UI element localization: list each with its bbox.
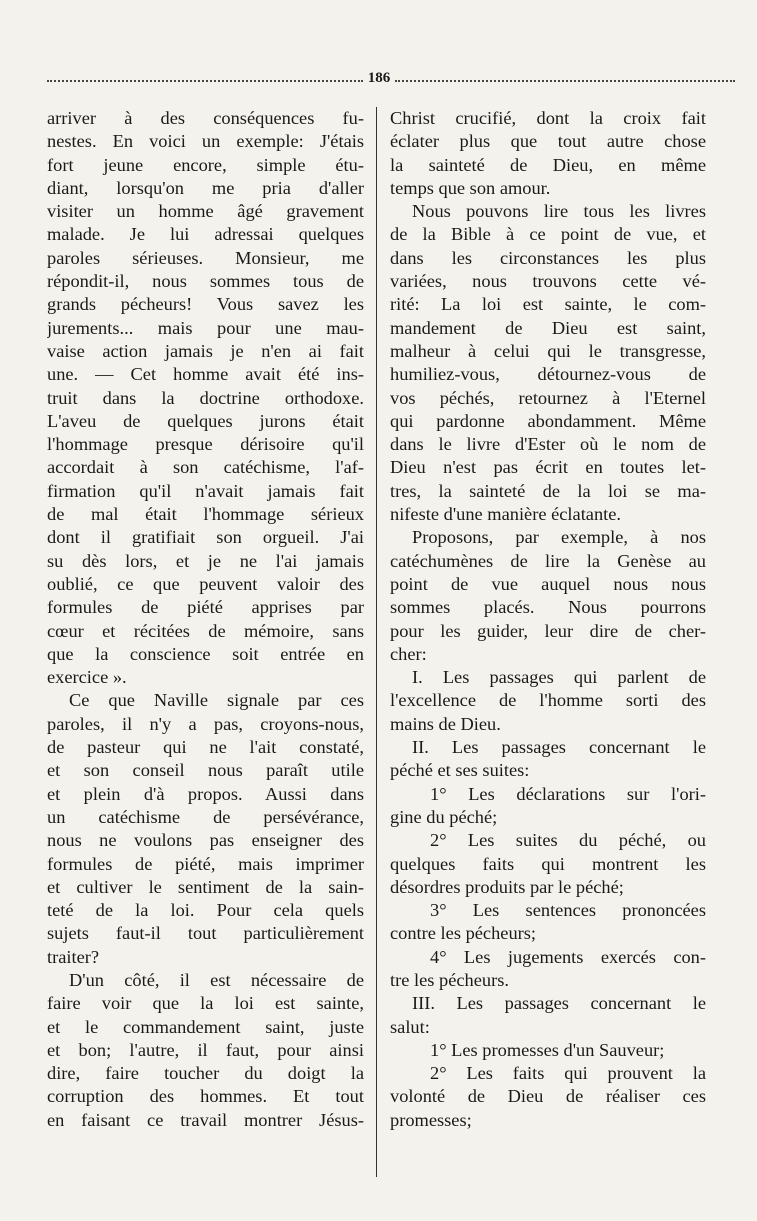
text-line: D'un côté, il est nécessaire de — [69, 969, 364, 990]
text-line: faire voir que la loi est sainte, — [47, 993, 364, 1014]
text-line: tres, la sainteté de la loi se ma- — [390, 480, 706, 501]
text-line: truit dans la doctrine orthodoxe. — [47, 387, 364, 408]
text-line: dont il gratifiait son orgueil. J'ai — [47, 527, 364, 548]
text-line: firmation qu'il n'avait jamais fait — [47, 480, 364, 501]
text-line: éclater plus que tout autre chose — [390, 131, 706, 152]
text-line: une. — Cet homme avait été ins- — [47, 364, 364, 385]
text-line: répondit-il, nous sommes tous de — [47, 271, 364, 292]
text-line: désordres produits par le péché; — [390, 876, 624, 897]
text-line: mandement de Dieu est saint, — [390, 317, 706, 338]
text-line: promesses; — [390, 1109, 472, 1130]
page-number: 186 — [367, 70, 391, 86]
text-line: en faisant ce travail montrer Jésus- — [47, 1109, 364, 1130]
text-line: 2° Les suites du péché, ou — [430, 830, 706, 851]
text-line: point de vue auquel nous nous — [390, 573, 706, 594]
text-line: traiter? — [47, 946, 100, 967]
text-line: II. Les passages concernant le — [412, 737, 706, 758]
text-line: et plein d'à propos. Aussi dans — [47, 783, 364, 804]
text-line: exercice ». — [47, 667, 127, 688]
text-line: et bon; l'autre, il faut, pour ainsi — [47, 1039, 364, 1060]
text-line: III. Les passages concernant le — [412, 993, 706, 1014]
text-line: 2° Les faits qui prouvent la — [430, 1063, 706, 1084]
text-line: Christ crucifié, dont la croix fait — [390, 108, 706, 128]
text-line: pour les guider, leur dire de cher- — [390, 620, 706, 641]
text-line: catéchumènes de lire la Genèse au — [390, 550, 706, 571]
text-line: visiter un homme âgé gravement — [47, 201, 364, 222]
text-line: nestes. En voici un exemple: J'étais — [47, 131, 364, 152]
text-line: variées, nous trouvons cette vé- — [390, 271, 706, 292]
text-line: temps que son amour. — [390, 177, 551, 198]
text-line: mains de Dieu. — [390, 713, 501, 734]
text-line: sommes placés. Nous pourrons — [390, 597, 706, 618]
text-line: de mal était l'hommage sérieux — [47, 504, 364, 525]
text-line: et le commandement saint, juste — [47, 1016, 364, 1037]
text-line: corruption des hommes. Et tout — [47, 1086, 364, 1107]
text-line: nous ne voulons pas enseigner des — [47, 830, 364, 851]
text-line: et son conseil nous paraît utile — [47, 760, 364, 781]
text-line: dans le livre d'Ester où le nom de — [390, 434, 706, 455]
text-line: formules de piété, mais imprimer — [47, 853, 364, 874]
text-line: la sainteté de Dieu, en même — [390, 154, 706, 175]
text-line: l'hommage presque dérisoire qu'il — [47, 434, 364, 455]
header-rule-right — [395, 80, 735, 82]
text-line: dans les circonstances les plus — [390, 247, 706, 268]
text-line: rité: La loi est sainte, le com- — [390, 294, 706, 315]
text-line: gine du péché; — [390, 806, 498, 827]
text-line: malade. Je lui adressai quelques — [47, 224, 364, 245]
text-line: paroles, il n'y a pas, croyons-nous, — [47, 713, 364, 734]
text-line: de pasteur qui ne l'ait constaté, — [47, 737, 364, 758]
text-line: teté de la loi. Pour cela quels — [47, 900, 364, 921]
text-line: vaise action jamais je n'en ai fait — [47, 340, 364, 361]
text-line: volonté de Dieu de réaliser ces — [390, 1086, 706, 1107]
column-divider — [376, 107, 377, 1177]
text-line: formules de piété apprises par — [47, 597, 364, 618]
text-line: 3° Les sentences prononcées — [430, 900, 706, 921]
text-line: sujets faut-il tout particulièrement — [47, 923, 364, 944]
text-line: oublié, ce que peuvent valoir des — [47, 573, 364, 594]
text-line: grands pécheurs! Vous savez les — [47, 294, 364, 315]
text-line: cher: — [390, 643, 427, 664]
left-text-column — [47, 107, 364, 1132]
text-line: salut: — [390, 1016, 430, 1037]
text-line: I. Les passages qui parlent de — [412, 667, 706, 688]
text-line: vos péchés, retournez à l'Eternel — [390, 387, 706, 408]
text-line: de la Bible à ce point de vue, et — [390, 224, 706, 245]
text-line: et cultiver le sentiment de la sain- — [47, 876, 364, 897]
text-line: Nous pouvons lire tous les livres — [412, 201, 706, 222]
text-line: Ce que Naville signale par ces — [69, 690, 364, 711]
text-line: contre les pécheurs; — [390, 923, 537, 944]
text-line: un catéchisme de persévérance, — [47, 806, 364, 827]
text-line: 1° Les promesses d'un Sauveur; — [430, 1039, 665, 1060]
text-line: paroles sérieuses. Monsieur, me — [47, 247, 364, 268]
text-line: l'excellence de l'homme sorti des — [390, 690, 706, 711]
text-line: que la conscience soit entrée en — [47, 643, 364, 664]
header-rule-left — [47, 80, 363, 82]
text-line: su dès lors, et je ne l'ai jamais — [47, 550, 364, 571]
text-line: L'aveu de quelques jurons était — [47, 410, 364, 431]
text-line: humiliez-vous, détournez-vous de — [390, 364, 706, 385]
text-line: tre les pécheurs. — [390, 969, 509, 990]
text-line: jurements... mais pour une mau- — [47, 317, 364, 338]
text-line: diant, lorsqu'on me pria d'aller — [47, 177, 364, 198]
text-line: malheur à celui qui le transgresse, — [390, 340, 706, 361]
text-line: péché et ses suites: — [390, 760, 530, 781]
text-line: qui pardonne abondamment. Même — [390, 410, 706, 431]
text-line: 1° Les déclarations sur l'ori- — [430, 783, 706, 804]
text-line: 4° Les jugements exercés con- — [430, 946, 706, 967]
text-line: arriver à des conséquences fu- — [47, 108, 364, 128]
text-line: accordait à son catéchisme, l'af- — [47, 457, 364, 478]
text-line: Dieu n'est pas écrit en toutes let- — [390, 457, 706, 478]
text-line: dire, faire toucher du doigt la — [47, 1063, 364, 1084]
text-line: cœur et récitées de mémoire, sans — [47, 620, 364, 641]
text-line: fort jeune encore, simple étu- — [47, 154, 364, 175]
text-line: quelques faits qui montrent les — [390, 853, 706, 874]
text-line: nifeste d'une manière éclatante. — [390, 504, 622, 525]
text-line: Proposons, par exemple, à nos — [412, 527, 706, 548]
right-text-column — [390, 107, 706, 1132]
